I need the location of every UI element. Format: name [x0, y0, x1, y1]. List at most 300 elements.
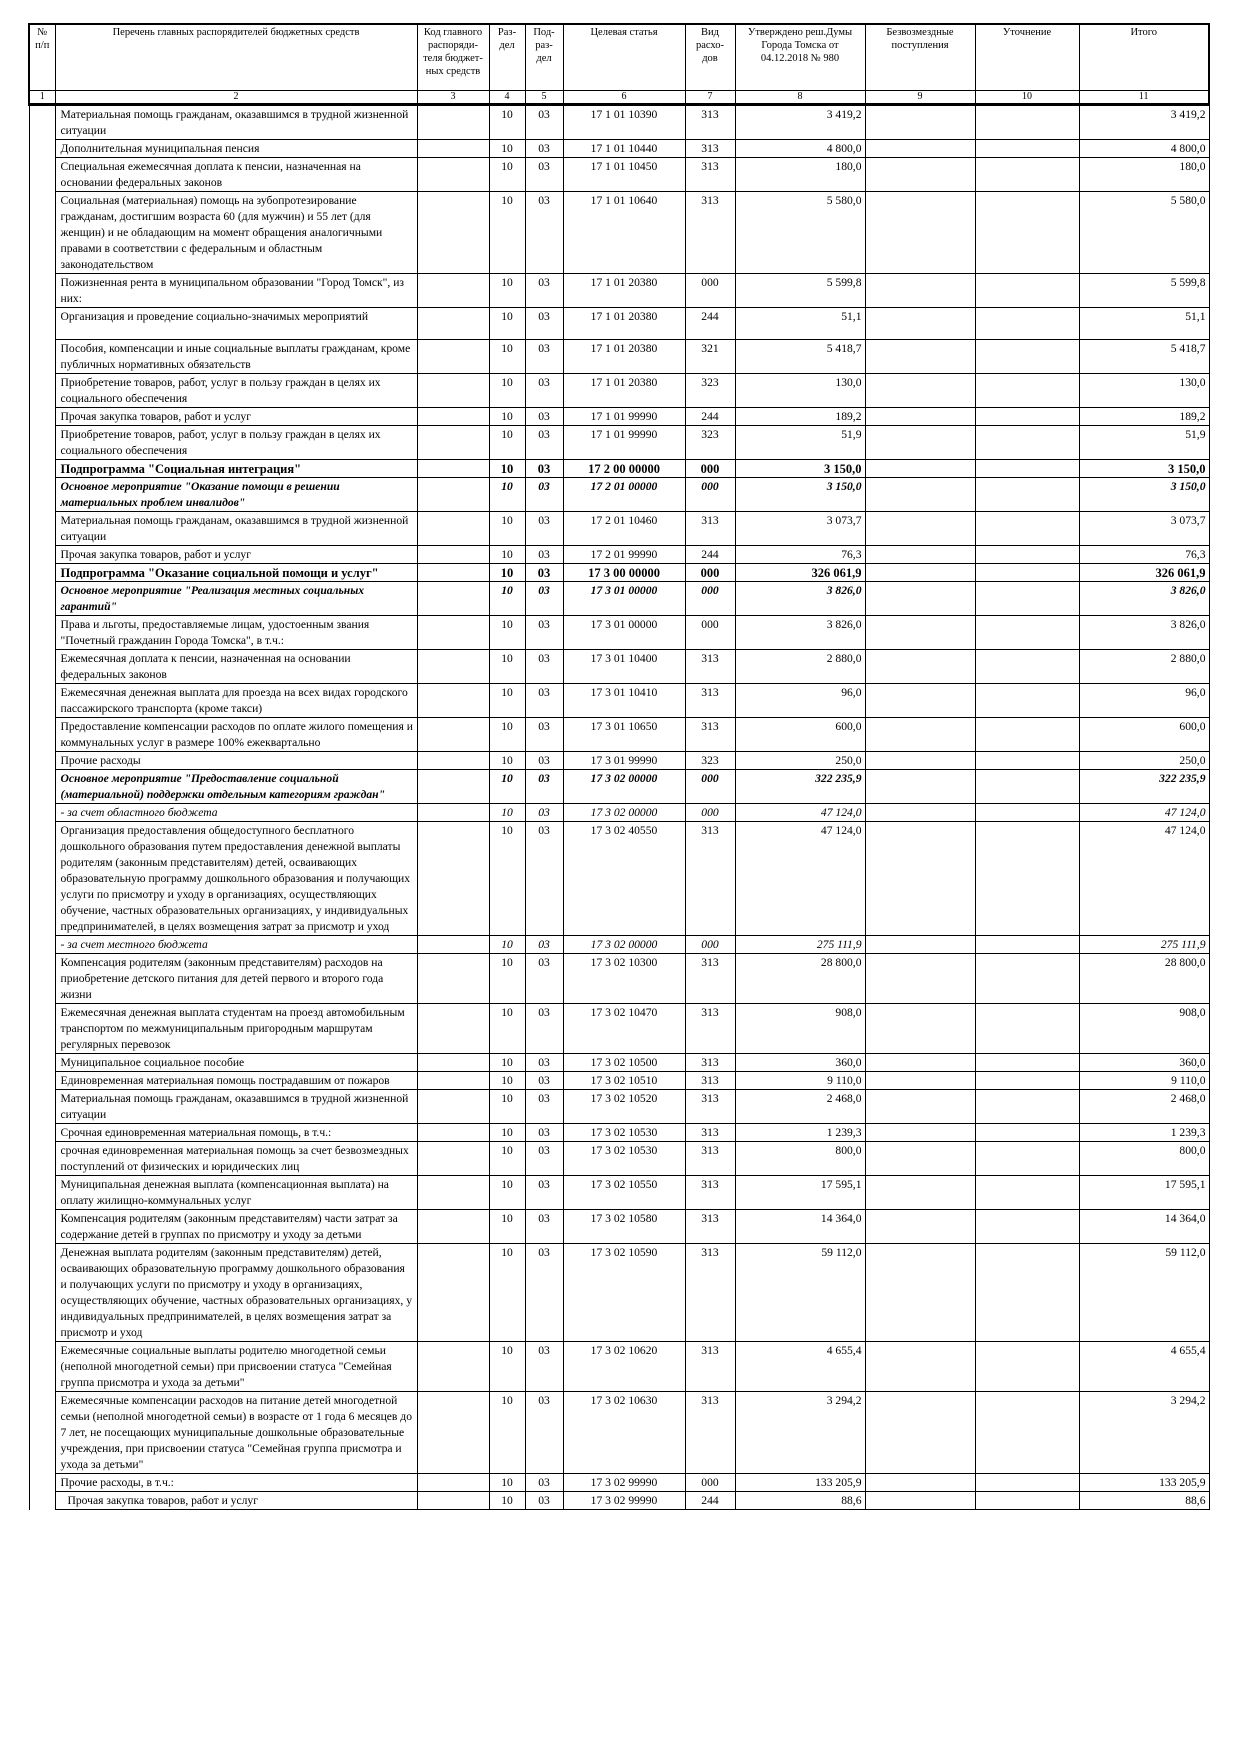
- row-grants-cell: [865, 582, 975, 616]
- row-name-cell: Приобретение товаров, работ, услуг в пользу граждан в целях их социального обеспечения: [55, 374, 417, 408]
- row-name-cell: срочная единовременная материальная помощь за счет безвозмездных поступлений от физических и юридических лиц: [55, 1142, 417, 1176]
- row-total-cell: 9 110,0: [1079, 1072, 1209, 1090]
- col-number: 9: [865, 91, 975, 105]
- row-number-cell: [29, 616, 55, 650]
- row-razdel-cell: 10: [489, 546, 525, 564]
- row-vid-cell: 323: [685, 374, 735, 408]
- row-code-cell: [417, 1392, 489, 1474]
- header-col-podrazdel: Под-раз-дел: [525, 24, 563, 91]
- row-adjust-cell: [975, 158, 1079, 192]
- row-podrazdel-cell: 03: [525, 426, 563, 460]
- row-name-cell: Прочие расходы, в т.ч.:: [55, 1474, 417, 1492]
- row-total-cell: 189,2: [1079, 408, 1209, 426]
- row-podrazdel-cell: 03: [525, 1142, 563, 1176]
- row-total-cell: 3 826,0: [1079, 616, 1209, 650]
- row-grants-cell: [865, 936, 975, 954]
- table-row: [29, 752, 1209, 770]
- row-grants-cell: [865, 804, 975, 822]
- row-vid-cell: 313: [685, 512, 735, 546]
- row-approved-cell: 2 468,0: [735, 1090, 865, 1124]
- row-adjust-cell: [975, 564, 1079, 582]
- row-total-cell: 3 150,0: [1079, 460, 1209, 478]
- row-podrazdel-cell: 03: [525, 650, 563, 684]
- row-name-cell: Ежемесячные социальные выплаты родителю многодетной семьи (неполной многодетной семьи) при присвоении статуса "Семейная группа присмотра и ухода за детьми": [55, 1342, 417, 1392]
- row-total-cell: 96,0: [1079, 684, 1209, 718]
- row-code-cell: [417, 105, 489, 140]
- row-code-cell: [417, 1492, 489, 1510]
- table-row: [29, 954, 1209, 1004]
- row-article-cell: 17 3 00 00000: [563, 564, 685, 582]
- row-name-cell: Компенсация родителям (законным представителям) части затрат за содержание детей в группах по присмотру и уходу за детьми: [55, 1210, 417, 1244]
- table-body: [29, 105, 1209, 1510]
- row-number-cell: [29, 460, 55, 478]
- row-podrazdel-cell: 03: [525, 1072, 563, 1090]
- row-code-cell: [417, 478, 489, 512]
- row-podrazdel-cell: 03: [525, 936, 563, 954]
- header-col-adjust: Уточнение: [975, 24, 1079, 91]
- row-code-cell: [417, 340, 489, 374]
- col-number: 5: [525, 91, 563, 105]
- budget-document: [28, 23, 1208, 1510]
- row-approved-cell: 3 826,0: [735, 582, 865, 616]
- row-razdel-cell: 10: [489, 274, 525, 308]
- row-adjust-cell: [975, 308, 1079, 340]
- row-vid-cell: 313: [685, 1124, 735, 1142]
- col-number: 2: [55, 91, 417, 105]
- row-article-cell: 17 3 02 10470: [563, 1004, 685, 1054]
- row-code-cell: [417, 192, 489, 274]
- row-grants-cell: [865, 1124, 975, 1142]
- row-approved-cell: 908,0: [735, 1004, 865, 1054]
- row-code-cell: [417, 140, 489, 158]
- row-razdel-cell: 10: [489, 460, 525, 478]
- row-razdel-cell: 10: [489, 1176, 525, 1210]
- row-grants-cell: [865, 954, 975, 1004]
- row-number-cell: [29, 105, 55, 140]
- row-approved-cell: 28 800,0: [735, 954, 865, 1004]
- table-row: [29, 426, 1209, 460]
- row-number-cell: [29, 954, 55, 1004]
- col-number: 8: [735, 91, 865, 105]
- table-row: [29, 374, 1209, 408]
- row-number-cell: [29, 822, 55, 936]
- row-grants-cell: [865, 1244, 975, 1342]
- row-article-cell: 17 3 01 00000: [563, 616, 685, 650]
- row-number-cell: [29, 1142, 55, 1176]
- table-row: [29, 308, 1209, 340]
- row-code-cell: [417, 954, 489, 1004]
- row-name-cell: Организация и проведение социально-значимых мероприятий: [55, 308, 417, 340]
- row-number-cell: [29, 804, 55, 822]
- row-number-cell: [29, 546, 55, 564]
- row-approved-cell: 250,0: [735, 752, 865, 770]
- row-article-cell: 17 3 02 40550: [563, 822, 685, 936]
- row-podrazdel-cell: 03: [525, 478, 563, 512]
- row-adjust-cell: [975, 374, 1079, 408]
- row-total-cell: 3 419,2: [1079, 105, 1209, 140]
- row-approved-cell: 800,0: [735, 1142, 865, 1176]
- row-number-cell: [29, 1342, 55, 1392]
- row-code-cell: [417, 1090, 489, 1124]
- row-razdel-cell: 10: [489, 1392, 525, 1474]
- row-podrazdel-cell: 03: [525, 1090, 563, 1124]
- row-approved-cell: 9 110,0: [735, 1072, 865, 1090]
- row-name-cell: Материальная помощь гражданам, оказавшимся в трудной жизненной ситуации: [55, 512, 417, 546]
- row-razdel-cell: 10: [489, 564, 525, 582]
- row-total-cell: 326 061,9: [1079, 564, 1209, 582]
- row-article-cell: 17 3 02 10300: [563, 954, 685, 1004]
- row-adjust-cell: [975, 426, 1079, 460]
- table-row: [29, 1004, 1209, 1054]
- row-grants-cell: [865, 564, 975, 582]
- table-row: [29, 1054, 1209, 1072]
- row-code-cell: [417, 158, 489, 192]
- row-approved-cell: 47 124,0: [735, 804, 865, 822]
- row-article-cell: 17 3 02 00000: [563, 804, 685, 822]
- row-name-cell: Права и льготы, предоставляемые лицам, удостоенным звания "Почетный гражданин Города Томска", в т.ч.:: [55, 616, 417, 650]
- row-razdel-cell: 10: [489, 1124, 525, 1142]
- row-podrazdel-cell: 03: [525, 582, 563, 616]
- row-grants-cell: [865, 308, 975, 340]
- row-razdel-cell: 10: [489, 140, 525, 158]
- row-name-cell: Срочная единовременная материальная помощь, в т.ч.:: [55, 1124, 417, 1142]
- row-vid-cell: 313: [685, 1210, 735, 1244]
- row-total-cell: 3 150,0: [1079, 478, 1209, 512]
- row-vid-cell: 244: [685, 308, 735, 340]
- budget-table: [28, 23, 1210, 1510]
- row-total-cell: 2 880,0: [1079, 650, 1209, 684]
- row-razdel-cell: 10: [489, 582, 525, 616]
- row-name-cell: Основное мероприятие "Предоставление социальной (материальной) поддержки отдельным категориям граждан": [55, 770, 417, 804]
- row-approved-cell: 3 826,0: [735, 616, 865, 650]
- row-approved-cell: 5 599,8: [735, 274, 865, 308]
- row-razdel-cell: 10: [489, 105, 525, 140]
- row-code-cell: [417, 1004, 489, 1054]
- row-total-cell: 3 826,0: [1079, 582, 1209, 616]
- row-total-cell: 4 800,0: [1079, 140, 1209, 158]
- row-name-cell: Пожизненная рента в муниципальном образовании "Город Томск", из них:: [55, 274, 417, 308]
- row-code-cell: [417, 616, 489, 650]
- row-number-cell: [29, 512, 55, 546]
- row-razdel-cell: 10: [489, 936, 525, 954]
- row-approved-cell: 3 294,2: [735, 1392, 865, 1474]
- col-number: 1: [29, 91, 55, 105]
- row-number-cell: [29, 140, 55, 158]
- header-col-approved: Утверждено реш.Думы Города Томска от 04.12.2018 № 980: [735, 24, 865, 91]
- row-adjust-cell: [975, 684, 1079, 718]
- row-razdel-cell: 10: [489, 650, 525, 684]
- row-article-cell: 17 3 01 99990: [563, 752, 685, 770]
- row-razdel-cell: 10: [489, 1210, 525, 1244]
- row-vid-cell: 313: [685, 1392, 735, 1474]
- row-razdel-cell: 10: [489, 718, 525, 752]
- row-podrazdel-cell: 03: [525, 512, 563, 546]
- row-total-cell: 5 418,7: [1079, 340, 1209, 374]
- table-row: [29, 105, 1209, 140]
- row-name-cell: Муниципальное социальное пособие: [55, 1054, 417, 1072]
- row-razdel-cell: 10: [489, 1474, 525, 1492]
- row-grants-cell: [865, 1054, 975, 1072]
- col-number: 11: [1079, 91, 1209, 105]
- table-row: [29, 1124, 1209, 1142]
- row-vid-cell: 313: [685, 1004, 735, 1054]
- row-vid-cell: 313: [685, 1072, 735, 1090]
- row-code-cell: [417, 426, 489, 460]
- row-code-cell: [417, 684, 489, 718]
- row-razdel-cell: 10: [489, 158, 525, 192]
- row-code-cell: [417, 408, 489, 426]
- row-number-cell: [29, 408, 55, 426]
- row-razdel-cell: 10: [489, 1072, 525, 1090]
- row-total-cell: 28 800,0: [1079, 954, 1209, 1004]
- row-name-cell: Прочая закупка товаров, работ и услуг: [55, 546, 417, 564]
- row-grants-cell: [865, 426, 975, 460]
- row-total-cell: 59 112,0: [1079, 1244, 1209, 1342]
- table-row: [29, 140, 1209, 158]
- row-number-cell: [29, 650, 55, 684]
- row-code-cell: [417, 804, 489, 822]
- col-number: 10: [975, 91, 1079, 105]
- row-podrazdel-cell: 03: [525, 374, 563, 408]
- row-podrazdel-cell: 03: [525, 1004, 563, 1054]
- row-vid-cell: 000: [685, 564, 735, 582]
- row-vid-cell: 323: [685, 752, 735, 770]
- row-vid-cell: 313: [685, 718, 735, 752]
- row-number-cell: [29, 478, 55, 512]
- table-row: [29, 936, 1209, 954]
- row-grants-cell: [865, 158, 975, 192]
- row-razdel-cell: 10: [489, 804, 525, 822]
- row-name-cell: Муниципальная денежная выплата (компенсационная выплата) на оплату жилищно-коммунальных услуг: [55, 1176, 417, 1210]
- row-vid-cell: 000: [685, 936, 735, 954]
- row-razdel-cell: 10: [489, 478, 525, 512]
- row-grants-cell: [865, 616, 975, 650]
- row-razdel-cell: 10: [489, 1492, 525, 1510]
- row-vid-cell: 313: [685, 684, 735, 718]
- row-number-cell: [29, 1176, 55, 1210]
- header-number-row: [29, 91, 1209, 105]
- row-article-cell: 17 1 01 10390: [563, 105, 685, 140]
- row-total-cell: 3 073,7: [1079, 512, 1209, 546]
- row-name-cell: Прочая закупка товаров, работ и услуг: [55, 1492, 417, 1510]
- table-row: [29, 770, 1209, 804]
- row-podrazdel-cell: 03: [525, 1210, 563, 1244]
- table-row: [29, 1474, 1209, 1492]
- row-grants-cell: [865, 822, 975, 936]
- row-number-cell: [29, 308, 55, 340]
- row-razdel-cell: 10: [489, 1244, 525, 1342]
- row-adjust-cell: [975, 192, 1079, 274]
- row-article-cell: 17 3 01 10650: [563, 718, 685, 752]
- row-code-cell: [417, 1072, 489, 1090]
- row-approved-cell: 14 364,0: [735, 1210, 865, 1244]
- row-total-cell: 4 655,4: [1079, 1342, 1209, 1392]
- row-total-cell: 47 124,0: [1079, 804, 1209, 822]
- row-razdel-cell: 10: [489, 1142, 525, 1176]
- row-podrazdel-cell: 03: [525, 770, 563, 804]
- row-podrazdel-cell: 03: [525, 460, 563, 478]
- row-vid-cell: 000: [685, 804, 735, 822]
- row-approved-cell: 5 418,7: [735, 340, 865, 374]
- row-number-cell: [29, 374, 55, 408]
- row-number-cell: [29, 684, 55, 718]
- row-name-cell: Прочие расходы: [55, 752, 417, 770]
- row-article-cell: 17 3 02 10510: [563, 1072, 685, 1090]
- row-podrazdel-cell: 03: [525, 158, 563, 192]
- row-razdel-cell: 10: [489, 408, 525, 426]
- row-name-cell: Единовременная материальная помощь пострадавшим от пожаров: [55, 1072, 417, 1090]
- row-approved-cell: 4 655,4: [735, 1342, 865, 1392]
- row-total-cell: 360,0: [1079, 1054, 1209, 1072]
- row-article-cell: 17 3 01 10410: [563, 684, 685, 718]
- row-approved-cell: 88,6: [735, 1492, 865, 1510]
- row-grants-cell: [865, 546, 975, 564]
- row-grants-cell: [865, 1004, 975, 1054]
- table-row: [29, 478, 1209, 512]
- row-article-cell: 17 3 02 00000: [563, 770, 685, 804]
- row-total-cell: 908,0: [1079, 1004, 1209, 1054]
- row-adjust-cell: [975, 1176, 1079, 1210]
- row-total-cell: 51,1: [1079, 308, 1209, 340]
- row-razdel-cell: 10: [489, 308, 525, 340]
- row-code-cell: [417, 274, 489, 308]
- row-adjust-cell: [975, 1392, 1079, 1474]
- row-article-cell: 17 3 02 10530: [563, 1124, 685, 1142]
- row-vid-cell: 000: [685, 616, 735, 650]
- row-grants-cell: [865, 770, 975, 804]
- row-code-cell: [417, 936, 489, 954]
- row-name-cell: Компенсация родителям (законным представителям) расходов на приобретение детского питания для детей первого и второго года жизни: [55, 954, 417, 1004]
- row-vid-cell: 000: [685, 478, 735, 512]
- row-grants-cell: [865, 1072, 975, 1090]
- row-name-cell: Материальная помощь гражданам, оказавшимся в трудной жизненной ситуации: [55, 105, 417, 140]
- row-number-cell: [29, 274, 55, 308]
- row-total-cell: 3 294,2: [1079, 1392, 1209, 1474]
- row-podrazdel-cell: 03: [525, 1124, 563, 1142]
- row-code-cell: [417, 582, 489, 616]
- table-row: [29, 582, 1209, 616]
- row-razdel-cell: 10: [489, 822, 525, 936]
- table-row: [29, 616, 1209, 650]
- row-razdel-cell: 10: [489, 1004, 525, 1054]
- row-grants-cell: [865, 1492, 975, 1510]
- row-podrazdel-cell: 03: [525, 408, 563, 426]
- table-row: [29, 1392, 1209, 1474]
- row-code-cell: [417, 564, 489, 582]
- row-article-cell: 17 1 01 10640: [563, 192, 685, 274]
- row-article-cell: 17 2 00 00000: [563, 460, 685, 478]
- row-code-cell: [417, 1124, 489, 1142]
- table-row: [29, 340, 1209, 374]
- row-adjust-cell: [975, 1492, 1079, 1510]
- row-approved-cell: 275 111,9: [735, 936, 865, 954]
- row-podrazdel-cell: 03: [525, 140, 563, 158]
- row-grants-cell: [865, 192, 975, 274]
- row-approved-cell: 189,2: [735, 408, 865, 426]
- row-podrazdel-cell: 03: [525, 1492, 563, 1510]
- row-approved-cell: 130,0: [735, 374, 865, 408]
- row-article-cell: 17 3 02 10590: [563, 1244, 685, 1342]
- row-article-cell: 17 1 01 99990: [563, 426, 685, 460]
- row-grants-cell: [865, 105, 975, 140]
- row-adjust-cell: [975, 408, 1079, 426]
- row-grants-cell: [865, 478, 975, 512]
- row-name-cell: Ежемесячная денежная выплата студентам на проезд автомобильным транспортом по межмуниципальным пригородным маршрутам регулярных перевозок: [55, 1004, 417, 1054]
- row-name-cell: Предоставление компенсации расходов по оплате жилого помещения и коммунальных услуг в размере 100% ежеквартально: [55, 718, 417, 752]
- row-adjust-cell: [975, 1090, 1079, 1124]
- header-col-code: Код главного распоряди-теля бюджет-ных средств: [417, 24, 489, 91]
- row-adjust-cell: [975, 1342, 1079, 1392]
- row-number-cell: [29, 1474, 55, 1492]
- row-grants-cell: [865, 752, 975, 770]
- row-grants-cell: [865, 512, 975, 546]
- row-adjust-cell: [975, 954, 1079, 1004]
- row-number-cell: [29, 770, 55, 804]
- row-number-cell: [29, 582, 55, 616]
- row-code-cell: [417, 1342, 489, 1392]
- row-razdel-cell: 10: [489, 192, 525, 274]
- row-approved-cell: 3 150,0: [735, 478, 865, 512]
- row-total-cell: 51,9: [1079, 426, 1209, 460]
- header-col-grants: Безвозмездные поступления: [865, 24, 975, 91]
- row-vid-cell: 244: [685, 1492, 735, 1510]
- row-razdel-cell: 10: [489, 1054, 525, 1072]
- row-vid-cell: 313: [685, 822, 735, 936]
- row-code-cell: [417, 460, 489, 478]
- row-name-cell: Основное мероприятие "Реализация местных социальных гарантий": [55, 582, 417, 616]
- row-total-cell: 76,3: [1079, 546, 1209, 564]
- row-number-cell: [29, 192, 55, 274]
- row-number-cell: [29, 1124, 55, 1142]
- row-vid-cell: 313: [685, 1090, 735, 1124]
- table-row: [29, 684, 1209, 718]
- row-article-cell: 17 1 01 99990: [563, 408, 685, 426]
- table-row: [29, 1072, 1209, 1090]
- row-podrazdel-cell: 03: [525, 546, 563, 564]
- row-total-cell: 17 595,1: [1079, 1176, 1209, 1210]
- row-article-cell: 17 2 01 00000: [563, 478, 685, 512]
- row-razdel-cell: 10: [489, 1090, 525, 1124]
- row-adjust-cell: [975, 582, 1079, 616]
- row-approved-cell: 96,0: [735, 684, 865, 718]
- row-grants-cell: [865, 650, 975, 684]
- row-vid-cell: 313: [685, 1176, 735, 1210]
- row-vid-cell: 000: [685, 770, 735, 804]
- row-vid-cell: 000: [685, 274, 735, 308]
- row-grants-cell: [865, 1392, 975, 1474]
- row-podrazdel-cell: 03: [525, 340, 563, 374]
- row-adjust-cell: [975, 752, 1079, 770]
- row-number-cell: [29, 718, 55, 752]
- row-podrazdel-cell: 03: [525, 308, 563, 340]
- row-article-cell: 17 3 02 00000: [563, 936, 685, 954]
- row-name-cell: Прочая закупка товаров, работ и услуг: [55, 408, 417, 426]
- row-razdel-cell: 10: [489, 770, 525, 804]
- row-vid-cell: 000: [685, 1474, 735, 1492]
- row-grants-cell: [865, 140, 975, 158]
- row-vid-cell: 313: [685, 158, 735, 192]
- row-approved-cell: 3 419,2: [735, 105, 865, 140]
- row-adjust-cell: [975, 718, 1079, 752]
- row-article-cell: 17 3 02 10550: [563, 1176, 685, 1210]
- row-vid-cell: 313: [685, 954, 735, 1004]
- row-adjust-cell: [975, 1054, 1079, 1072]
- row-vid-cell: 313: [685, 105, 735, 140]
- row-total-cell: 250,0: [1079, 752, 1209, 770]
- col-number: 3: [417, 91, 489, 105]
- row-number-cell: [29, 1210, 55, 1244]
- row-article-cell: 17 3 02 99990: [563, 1474, 685, 1492]
